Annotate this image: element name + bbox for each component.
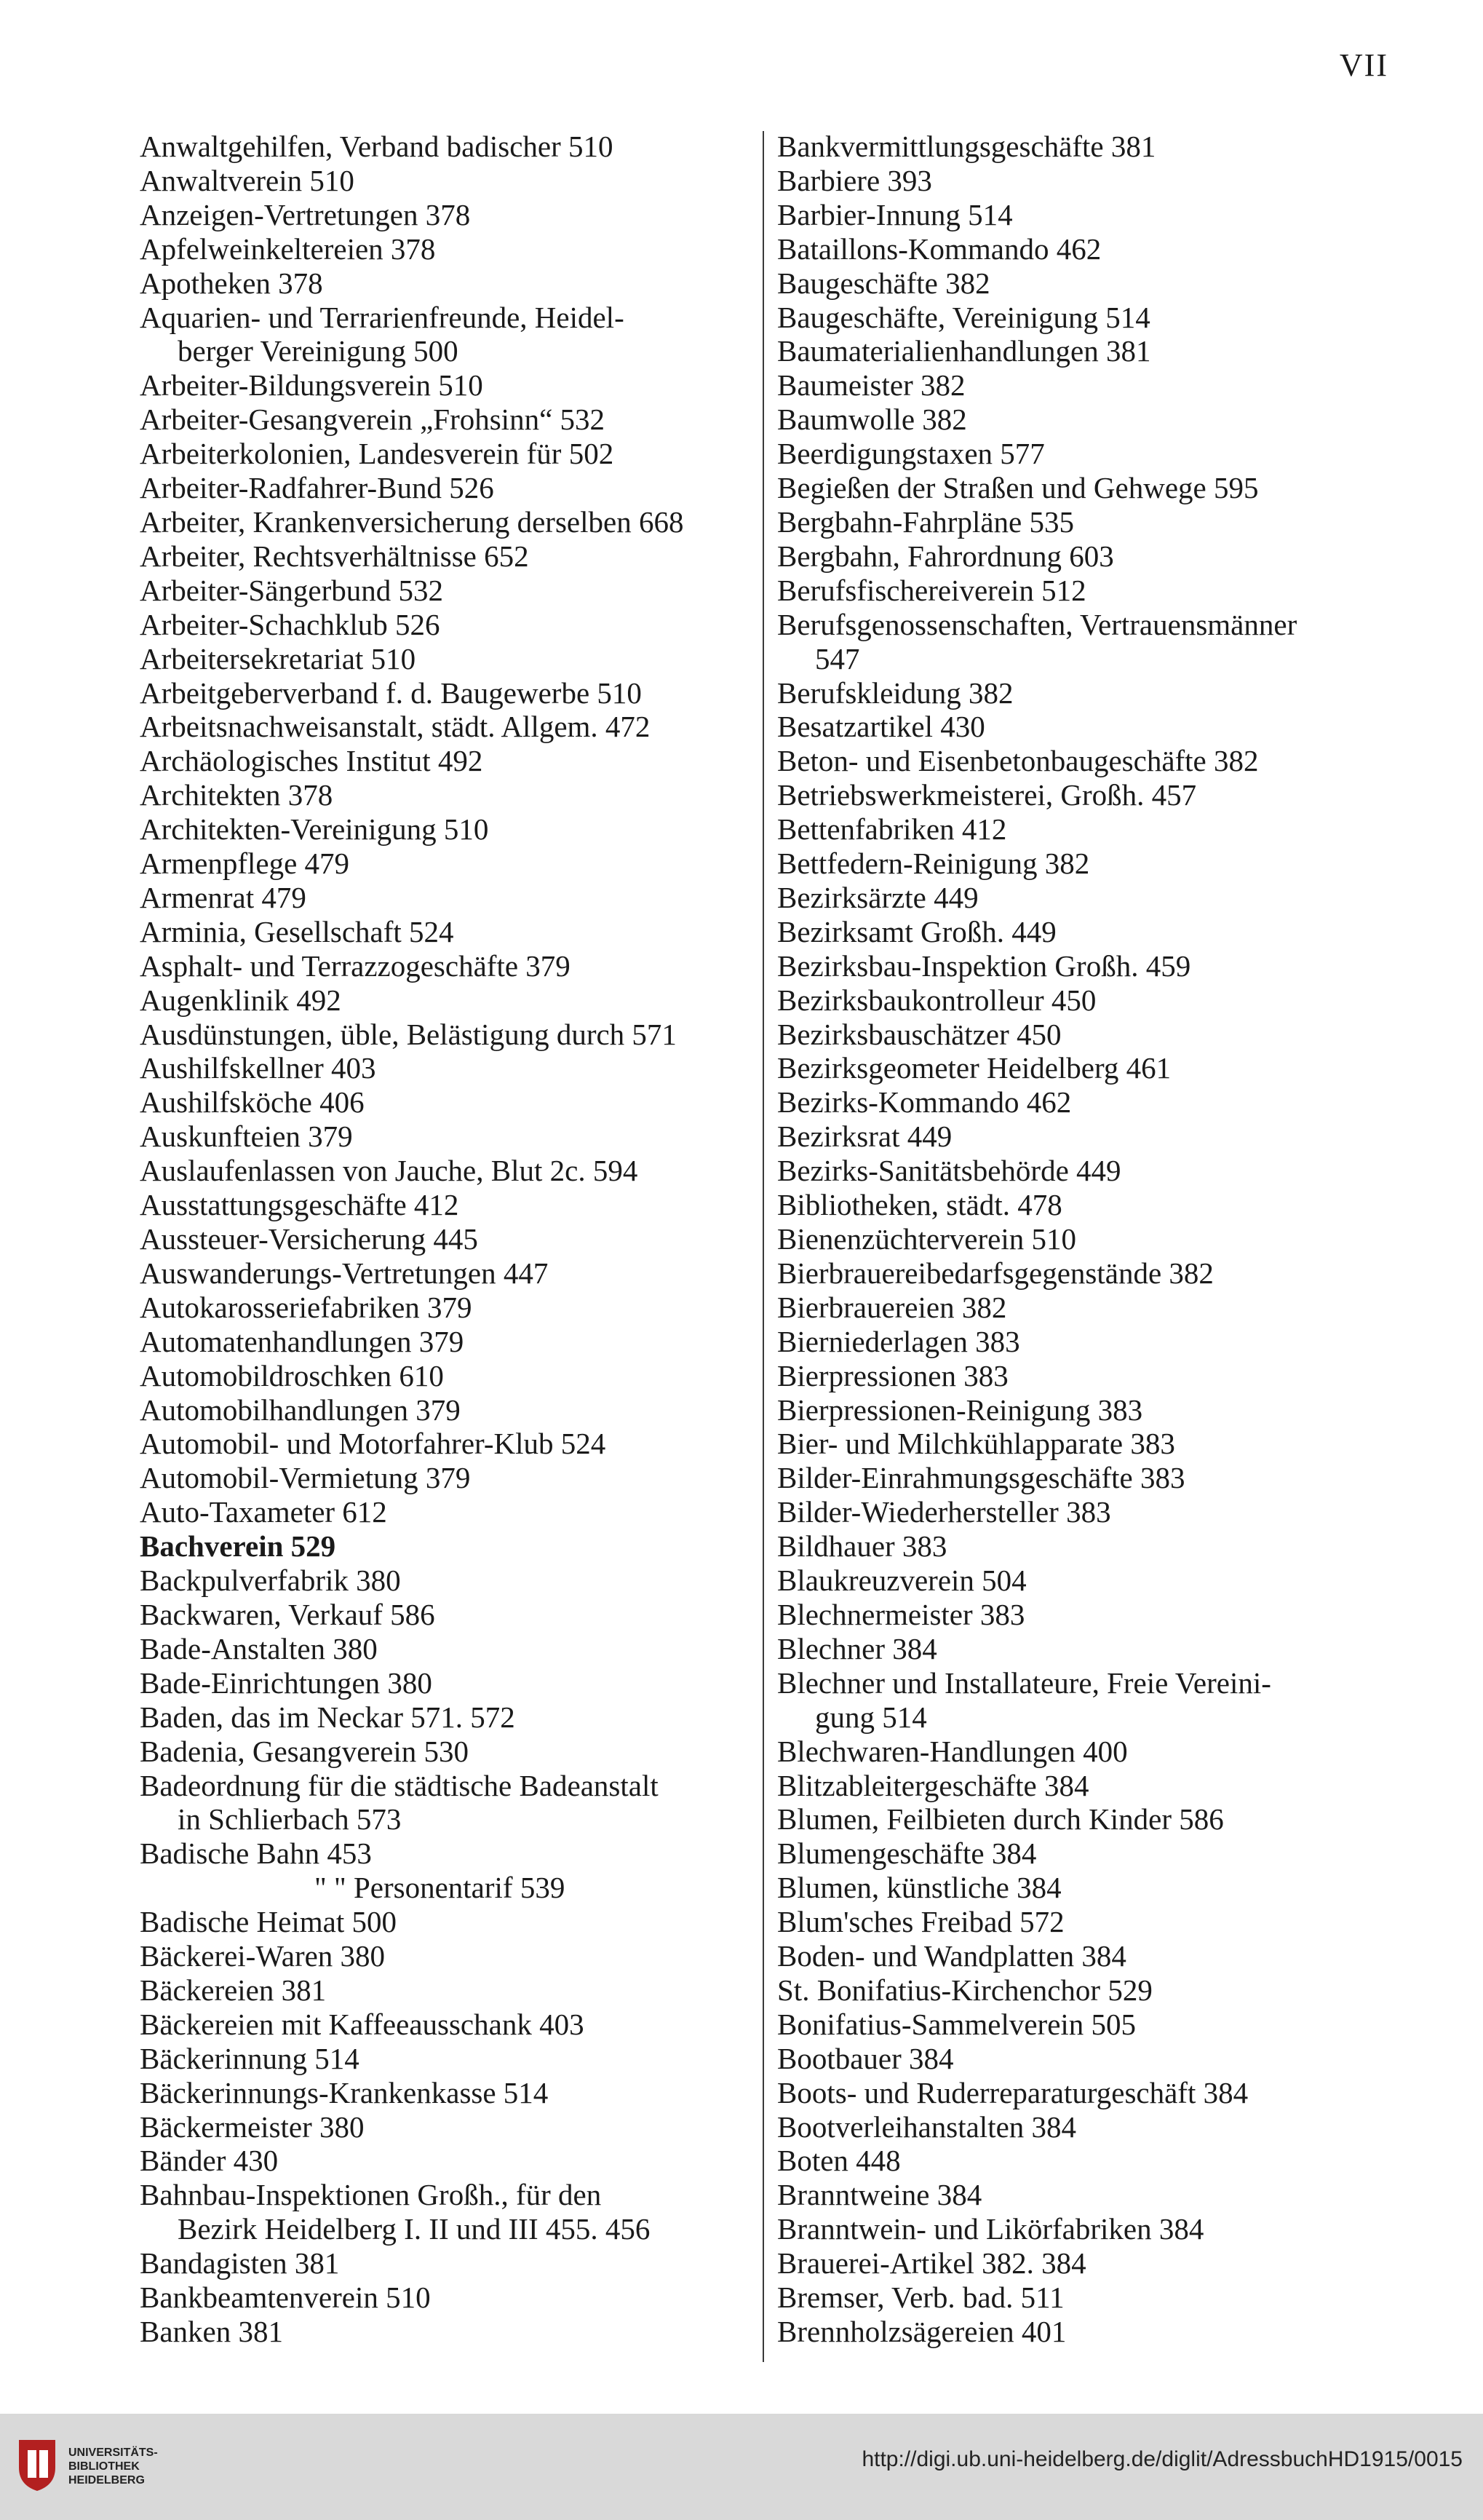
index-entry: Automobildroschken 610 (140, 1358, 444, 1392)
index-entry: Ausstattungsgeschäfte 412 (140, 1188, 459, 1222)
index-entry: Bataillons-Kommando 462 (777, 231, 1102, 266)
index-entry: Bierniederlagen 383 (777, 1324, 1020, 1358)
index-entry-continuation: berger Vereinigung 500 (178, 334, 458, 368)
index-entry: Bezirks-Kommando 462 (777, 1085, 1072, 1120)
index-entry: Baugeschäfte, Vereinigung 514 (777, 300, 1150, 334)
library-name-line: UNIVERSITÄTS- (68, 2446, 158, 2459)
index-entry: Bierpressionen-Reinigung 383 (777, 1392, 1143, 1427)
index-entry: Bäckerinnung 514 (140, 2041, 359, 2075)
index-entry: Bierpressionen 383 (777, 1358, 1009, 1392)
index-entry: Badische Heimat 500 (140, 1905, 397, 1939)
index-entry: Arbeiter-Schachklub 526 (140, 607, 440, 641)
index-entry: Arbeitsnachweisanstalt, städt. Allgem. 472 (140, 710, 651, 744)
index-entry: Apfelweinkeltereien 378 (140, 231, 436, 266)
index-entry: Brennholzsägereien 401 (777, 2315, 1067, 2348)
index-entry: Aushilfskellner 403 (140, 1051, 376, 1085)
index-entry: Backwaren, Verkauf 586 (140, 1597, 435, 1631)
index-entry: Berufskleidung 382 (777, 675, 1014, 710)
index-entry: Arbeiterkolonien, Landesverein für 502 (140, 437, 614, 471)
index-entry-continuation: gung 514 (815, 1700, 927, 1734)
index-entry: Arbeitersekretariat 510 (140, 641, 416, 675)
index-entry: Auswanderungs-Vertretungen 447 (140, 1256, 549, 1290)
index-entry: Bezirksbauschätzer 450 (777, 1017, 1062, 1051)
index-entry: Anwaltgehilfen, Verband badischer 510 (140, 130, 613, 163)
index-entry: Badische Bahn 453 (140, 1836, 372, 1871)
index-entry: Bilder-Wiederhersteller 383 (777, 1495, 1111, 1529)
index-entry: Bezirks-Sanitätsbehörde 449 (777, 1154, 1121, 1188)
index-entry: Bibliotheken, städt. 478 (777, 1188, 1062, 1222)
index-entry: St. Bonifatius-Kirchenchor 529 (777, 1973, 1153, 2007)
index-entry: Blechner 384 (777, 1631, 937, 1665)
index-entry: Blumen, künstliche 384 (777, 1871, 1062, 1905)
index-entry: Arbeiter, Krankenversicherung derselben 668 (140, 504, 684, 539)
index-entry: Bankvermittlungsgeschäfte 381 (777, 130, 1156, 163)
index-entry: Bade-Einrichtungen 380 (140, 1665, 432, 1700)
index-entry: Bandagisten 381 (140, 2246, 340, 2281)
index-entry: Bootverleihanstalten 384 (777, 2109, 1077, 2144)
index-entry-continuation: in Schlierbach 573 (178, 1802, 402, 1836)
index-entry: Bootbauer 384 (777, 2041, 954, 2075)
index-entry-continuation: " " Personentarif 539 (314, 1871, 565, 1905)
index-entry: Bahnbau-Inspektionen Großh., für den (140, 2178, 602, 2212)
index-entry: Autokarosseriefabriken 379 (140, 1290, 472, 1324)
index-entry: Badenia, Gesangverein 530 (140, 1734, 469, 1768)
index-entry: Beerdigungstaxen 577 (777, 437, 1045, 471)
index-entry: Blitzableitergeschäfte 384 (777, 1768, 1089, 1802)
index-entry: Baden, das im Neckar 571. 572 (140, 1700, 515, 1734)
index-entry: Blaukreuzverein 504 (777, 1564, 1027, 1598)
index-entry: Brauerei-Artikel 382. 384 (777, 2246, 1086, 2281)
library-name-line: HEIDELBERG (68, 2474, 145, 2487)
index-entry: Bade-Anstalten 380 (140, 1631, 378, 1665)
index-entry: Aussteuer-Versicherung 445 (140, 1222, 478, 1256)
index-entry: Bäckerinnungs-Krankenkasse 514 (140, 2075, 549, 2109)
index-entry: Bonifatius-Sammelverein 505 (777, 2007, 1137, 2041)
index-entry: Bettenfabriken 412 (777, 812, 1007, 847)
index-entry: Berufsfischereiverein 512 (777, 573, 1086, 607)
index-entry: Architekten-Vereinigung 510 (140, 812, 489, 847)
index-entry: Baumeister 382 (777, 368, 966, 403)
index-entry: Automobil-Vermietung 379 (140, 1461, 471, 1495)
index-entry: Badeordnung für die städtische Badeanstalt (140, 1768, 659, 1802)
index-entry: Branntweine 384 (777, 2178, 982, 2212)
index-entry: Blechner und Installateure, Freie Vereini- (777, 1665, 1271, 1700)
index-entry: Arbeiter-Radfahrer-Bund 526 (140, 471, 494, 505)
index-entry: Bezirksrat 449 (777, 1120, 953, 1154)
library-seal-icon (15, 2436, 60, 2494)
library-name (68, 2446, 158, 2487)
index-entry: Automatenhandlungen 379 (140, 1324, 464, 1358)
index-entry: Bienenzüchterverein 510 (777, 1222, 1076, 1256)
index-entry: Blumen, Feilbieten durch Kinder 586 (777, 1802, 1224, 1836)
index-entry: Blum'sches Freibad 572 (777, 1905, 1065, 1939)
index-entry: Bänder 430 (140, 2144, 279, 2178)
index-entry: Arbeiter-Sängerbund 532 (140, 573, 444, 607)
index-entry: Bildhauer 383 (777, 1529, 947, 1564)
index-entry: Beton- und Eisenbetonbaugeschäfte 382 (777, 744, 1259, 778)
index-entry: Backpulverfabrik 380 (140, 1564, 401, 1598)
index-entry: Architekten 378 (140, 778, 333, 812)
index-entry-continuation: Bezirk Heidelberg I. II und III 455. 456 (178, 2212, 651, 2246)
index-entry: Ausdünstungen, üble, Belästigung durch 571 (140, 1017, 677, 1051)
index-entry: Begießen der Straßen und Gehwege 595 (777, 471, 1259, 505)
library-name-line: BIBLIOTHEK (68, 2460, 140, 2473)
index-entry: Baugeschäfte 382 (777, 266, 990, 300)
index-entry: Arbeitgeberverband f. d. Baugewerbe 510 (140, 675, 642, 710)
index-entry: Arbeiter-Gesangverein „Frohsinn“ 532 (140, 403, 605, 437)
index-entry: Bezirksgeometer Heidelberg 461 (777, 1051, 1172, 1085)
index-entry: Arminia, Gesellschaft 524 (140, 914, 454, 948)
index-entry: Automobilhandlungen 379 (140, 1392, 461, 1427)
index-entry: Automobil- und Motorfahrer-Klub 524 (140, 1427, 606, 1461)
index-entry: Branntwein- und Likörfabriken 384 (777, 2212, 1204, 2246)
index-entry: Apotheken 378 (140, 266, 323, 300)
index-entry: Bremser, Verb. bad. 511 (777, 2281, 1065, 2315)
index-entry: Arbeiter, Rechtsverhältnisse 652 (140, 539, 529, 573)
index-column-left (140, 130, 751, 2349)
index-column-right (777, 130, 1388, 2349)
index-entry: Barbier-Innung 514 (777, 197, 1013, 231)
index-entry: Barbiere 393 (777, 163, 932, 197)
index-entry: Blechnermeister 383 (777, 1597, 1025, 1631)
index-entry: Archäologisches Institut 492 (140, 744, 483, 778)
index-entry: Auto-Taxameter 612 (140, 1495, 387, 1529)
index-entry: Arbeiter-Bildungsverein 510 (140, 368, 483, 403)
index-entry: Bergbahn-Fahrpläne 535 (777, 504, 1074, 539)
index-entry: Besatzartikel 430 (777, 710, 985, 744)
index-entry: Boots- und Ruderreparaturgeschäft 384 (777, 2075, 1249, 2109)
footer-bar (0, 2414, 1483, 2520)
index-entry: Anzeigen-Vertretungen 378 (140, 197, 471, 231)
index-entry: Bäckereien 381 (140, 1973, 327, 2007)
index-entry: Blumengeschäfte 384 (777, 1836, 1037, 1871)
index-entry: Armenrat 479 (140, 880, 306, 914)
index-entry: Boten 448 (777, 2144, 901, 2178)
index-entry: Bierbrauereibedarfsgegenstände 382 (777, 1256, 1214, 1290)
index-entry: Bilder-Einrahmungsgeschäfte 383 (777, 1461, 1185, 1495)
index-entry-continuation: 547 (815, 641, 860, 675)
source-url-link[interactable]: http://digi.ub.uni-heidelberg.de/diglit/AdressbuchHD1915/0015 (862, 2447, 1463, 2471)
index-entry: Berufsgenossenschaften, Vertrauensmänner (777, 607, 1297, 641)
index-entry: Auskunfteien 379 (140, 1120, 353, 1154)
index-entry: Bezirksärzte 449 (777, 880, 979, 914)
index-entry: Bezirksbaukontrolleur 450 (777, 983, 1097, 1017)
index-entry: Augenklinik 492 (140, 983, 341, 1017)
column-divider (763, 131, 764, 2362)
page-number: VII (1339, 47, 1388, 83)
library-logo (15, 2436, 189, 2501)
index-entry: Boden- und Wandplatten 384 (777, 1939, 1126, 1973)
index-entry: Auslaufenlassen von Jauche, Blut 2c. 594 (140, 1154, 638, 1188)
index-entry: Baumwolle 382 (777, 403, 967, 437)
index-entry: Bezirksamt Großh. 449 (777, 914, 1057, 948)
index-entry: Baumaterialienhandlungen 381 (777, 334, 1151, 368)
index-entry: Bier- und Milchkühlapparate 383 (777, 1427, 1175, 1461)
index-entry: Bettfedern-Reinigung 382 (777, 847, 1090, 881)
index-entry: Asphalt- und Terrazzogeschäfte 379 (140, 948, 570, 983)
index-entry: Anwaltverein 510 (140, 163, 354, 197)
index-entry: Bierbrauereien 382 (777, 1290, 1007, 1324)
index-entry: Blechwaren-Handlungen 400 (777, 1734, 1128, 1768)
index-entry: Aquarien- und Terrarienfreunde, Heidel- (140, 300, 624, 334)
index-entry: Bäckermeister 380 (140, 2109, 365, 2144)
index-entry: Bäckereien mit Kaffeeausschank 403 (140, 2007, 584, 2041)
index-entry: Bergbahn, Fahrordnung 603 (777, 539, 1114, 573)
index-entry: Betriebswerkmeisterei, Großh. 457 (777, 778, 1197, 812)
index-entry: Bachverein 529 (140, 1529, 336, 1564)
index-entry: Banken 381 (140, 2315, 283, 2348)
index-entry: Bankbeamtenverein 510 (140, 2281, 431, 2315)
index-entry: Aushilfsköche 406 (140, 1085, 365, 1120)
index-entry: Bäckerei-Waren 380 (140, 1939, 386, 1973)
index-entry: Armenpflege 479 (140, 847, 350, 881)
index-entry: Bezirksbau-Inspektion Großh. 459 (777, 948, 1191, 983)
